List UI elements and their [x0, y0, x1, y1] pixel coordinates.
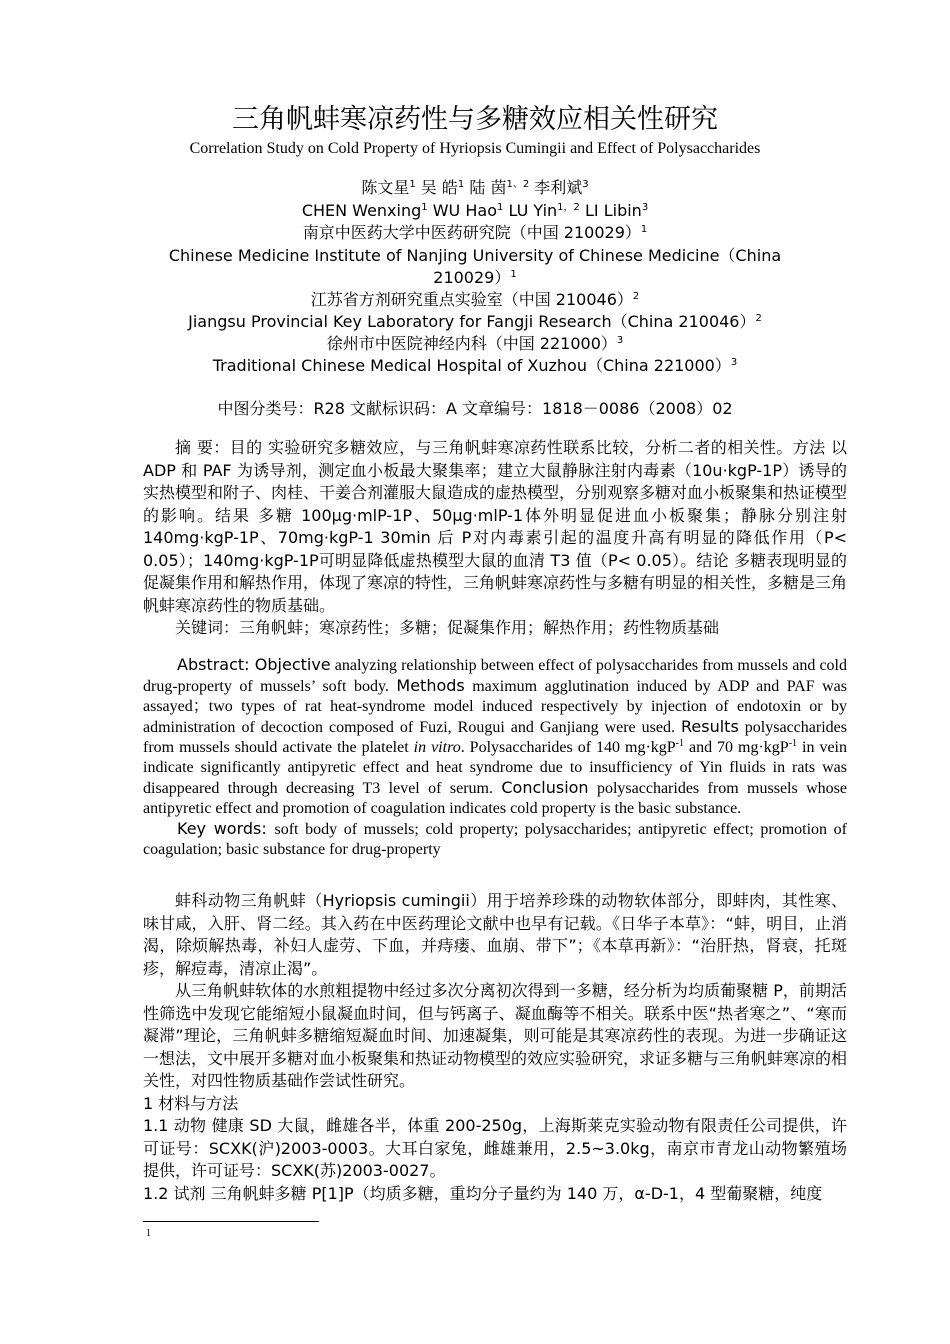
authors-cn: 陈文星$^1$ 吴 皓$^1$ 陆 茵$^{1、2}$ 李利斌$^3$ — [361, 178, 589, 197]
author-name: 陈文星 — [361, 178, 410, 197]
footnote-divider — [143, 1221, 319, 1222]
abstract-cn: 摘 要：目的 实验研究多糖效应，与三角帆蚌寒凉药性联系比较，分析二者的相关性。方法 以 ADP 和 PAF 为诱导剂，测定血小板最大聚集率；建立大鼠静脉注射内毒素（10u·kgP-1P）诱导的实热模型和附子、肉桂、干姜合剂灌服大鼠造成的虚热模型，分别观察多糖对血小板聚集和热证模型的影响。结果 多糖 100µg·mlP-1P、50µg·mlP-1体外明显促进血小板聚集；静脉分别注射 140mg·kgP-1P、70mg·kgP-1 30min 后 P对内毒素引起的温度升高有明显的降低作用（P< 0.05）；140mg·kgP-1P可明显降低虚热模型大鼠的血清 T3 值（P< 0.05）。结论 多糖表现明显的促凝集作用和解热作用，体现了寒凉的特性，三角帆蚌寒凉药性与多糖有明显的相关性，多糖是三角帆蚌寒凉药性的物质基础。 — [143, 438, 848, 615]
paper-title-en: Correlation Study on Cold Property of Hyriopsis Cumingii and Effect of Polysaccharides — [189, 140, 761, 157]
paper-title: 三角帆蚌寒凉药性与多糖效应相关性研究 — [232, 104, 718, 135]
results-label: Results — [681, 717, 739, 736]
author-name: 李利斌 — [534, 178, 583, 197]
author-name: LU Yin — [508, 201, 558, 220]
affiliation-1-en-line2: 210029）$^1$ — [433, 268, 517, 287]
author-name: 陆 茵 — [469, 178, 507, 197]
classification-line: 中图分类号：R28 文献标识码：A 文章编号：1818－0086（2008）02 — [217, 399, 733, 418]
keywords-en: Key words: soft body of mussels; cold property; polysaccharides; antipyretic effect; promotion of coagulation; basic substance for drug-property — [143, 819, 848, 858]
intro-paragraph-2: 从三角帆蚌软体的水煎粗提物中经过多次分离初次得到一多糖，经分析为均质葡聚糖 P，前期活性筛选中发现它能缩短小鼠凝血时间，但与钙离子、凝血酶等不相关。联系中医“热者寒之”、“寒而凝滞”理论，三角帆蚌多糖缩短凝血时间、加速凝集，则可能是其寒凉药性的表现。为进一步确证这一想法，文中展开多糖对血小板聚集和热证动物模型的效应实验研究，求证多糖与三角帆蚌寒凉的相关性，对四性物质基础作尝试性研究。 — [143, 981, 848, 1090]
section-1-1: 1.1 动物 健康 SD 大鼠，雌雄各半，体重 200-250g，上海斯莱克实验动物有限责任公司提供，许可证号：SCXK(沪)2003-0003。大耳白家兔，雌雄兼用，2.5~3.0kg，南京市青龙山动物繁殖场提供，许可证号：SCXK(苏)2003-0027。 — [143, 1116, 847, 1180]
abstract-en: Abstract: Objective analyzing relationship between effect of polysaccharides from mussels and cold drug-property of mussels’ soft body. Methods maximum agglutination induced by ADP and PAF was assayed；two types of rat heat-syndrome model induced respectively by injection of endotoxin or by administration of decoction composed of Fuzi, Rougui and Ganjiang were used. Results polysaccharides from mussels should activate the platelet in vitro. Polysaccharides of 140 mg·kgP$^{-1}$ and 70 mg·kgP$^{-1}$ in vein indicate significantly antipyretic effect and heat syndrome due to insufficiency of Yin fluids in rats was disappeared through decreasing T3 level of serum. Conclusion polysaccharides from mussels whose antipyretic effect and promotion of coagulation indicates cold property is the basic substance. — [143, 655, 848, 817]
keywords-label: Key words: — [177, 819, 275, 838]
affiliation-1-cn: 南京中医药大学中医药研究院（中国 210029）$^1$ — [302, 223, 648, 242]
affiliation-3-cn: 徐州市中医院神经内科（中国 221000）$^3$ — [326, 334, 624, 353]
abstract-label: Abstract: — [177, 655, 255, 674]
authors-en: CHEN Wenxing$^1$ WU Hao$^1$ LU Yin$^{1,2}$ LI Libin$^3$ — [301, 201, 649, 220]
methods-label: Methods — [396, 676, 465, 695]
affiliation-2-en: Jiangsu Provincial Key Laboratory for Fangji Research（China 210046）$^2$ — [188, 312, 762, 331]
affiliation-2-cn: 江苏省方剂研究重点实验室（中国 210046）$^2$ — [310, 290, 640, 309]
author-name: LI Libin — [584, 201, 642, 220]
abstract-en-block — [143, 655, 847, 860]
conclusion-label: Conclusion — [501, 778, 589, 797]
keywords-cn: 关键词：三角帆蚌；寒凉药性；多糖；促凝集作用；解热作用；药性物质基础 — [175, 618, 720, 637]
intro-paragraph-1: 蚌科动物三角帆蚌（Hyriopsis cumingii）用于培养珍珠的动物软体部分，即蚌肉，其性寒、味甘咸，入肝、肾二经。其入药在中医药理论文献中也早有记载。《日华子本草》：“蚌，明目，止消渴，除烦解热毒，补妇人虚劳、下血，并痔瘘、血崩、带下”；《本草再新》：“治肝热，肾衰，托斑疹，解痘毒，清凉止渴”。 — [143, 891, 847, 978]
abstract-cn-block — [143, 437, 847, 640]
section-heading-1: 1 材料与方法 — [143, 1093, 239, 1113]
section-1-2: 1.2 试剂 三角帆蚌多糖 P[1]P（均质多糖，重均分子量约为 140 万，α-D-1，4 型葡聚糖，纯度 — [143, 1183, 823, 1203]
footnote-mark: 1 — [146, 1228, 151, 1239]
objective-label: Objective — [254, 655, 331, 674]
affiliation-1-en-line1: Chinese Medicine Institute of Nanjing University of Chinese Medicine（China — [168, 246, 782, 265]
author-name: WU Hao — [432, 201, 497, 220]
affiliation-3-en: Traditional Chinese Medical Hospital of Xuzhou（China 221000）$^3$ — [212, 356, 738, 375]
main-text — [143, 890, 847, 1205]
author-name: 吴 皓 — [420, 178, 458, 197]
author-name: CHEN Wenxing — [301, 201, 422, 220]
